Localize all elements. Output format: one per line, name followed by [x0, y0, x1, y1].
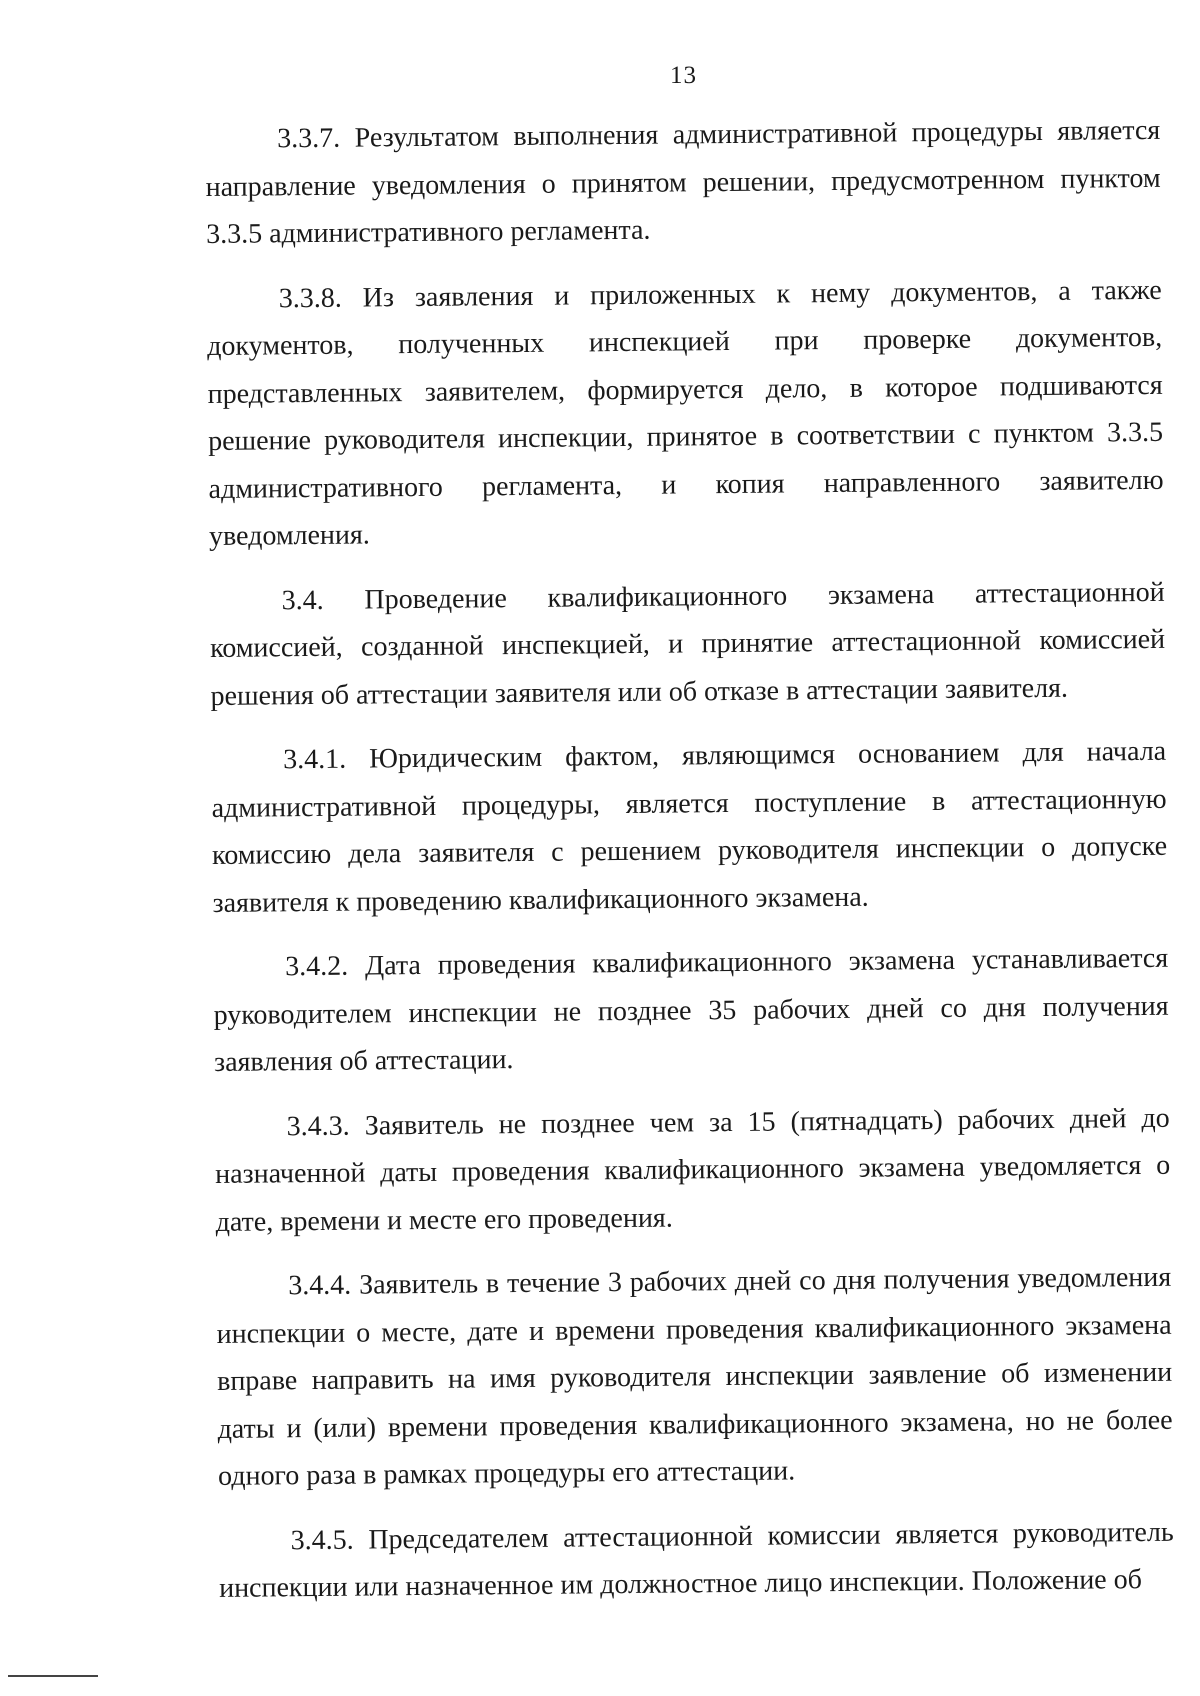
paragraph-3-4-2: 3.4.2. Дата проведения квалификационного экзамена устанавливается руководителем инспекции не позднее 35 рабочих дней со дня получения заявления об аттестации.	[213, 942, 1169, 1078]
paragraph-3-3-8: 3.3.8. Из заявления и приложенных к нему документов, а также документов, полученных инспекцией при проверке документов, представленных заявителем, формируется дело, в которое подшиваются решение руководителя инспекции, принятое в соответствии с пунктом 3.3.5 административного регламента, и копия направленного заявителю уведомления.	[207, 274, 1164, 552]
paragraph-3-4-5: 3.4.5. Председателем аттестационной комиссии является руководитель инспекции или назначенное им должностное лицо инспекции. Положение об	[218, 1516, 1174, 1604]
page-number: 13	[670, 62, 697, 89]
document-body	[205, 107, 1174, 1630]
scan-edge-mark	[8, 1675, 98, 1677]
paragraph-3-4-1: 3.4.1. Юридическим фактом, являющимся основанием для начала административной процедуры, является поступление в аттестационную комиссию дела заявителя с решением руководителя инспекции о допуске заявителя к проведению квалификационного экзамена.	[211, 735, 1168, 919]
paragraph-3-4-3: 3.4.3. Заявитель не позднее чем за 15 (пятнадцать) рабочих дней до назначенной даты проведения квалификационного экзамена уведомляется о дате, времени и месте его проведения.	[215, 1102, 1171, 1238]
paragraph-3-4: 3.4. Проведение квалификационного экзамена аттестационной комиссией, созданной инспекцией, и принятие аттестационной комиссией решения об аттестации заявителя или об отказе в аттестации заявителя.	[209, 576, 1166, 712]
paragraph-3-3-7: 3.3.7. Результатом выполнения административной процедуры является направление уведомления о принятом решении, предусмотренном пунктом 3.3.5 административного регламента.	[205, 114, 1161, 250]
paragraph-3-4-4: 3.4.4. Заявитель в течение 3 рабочих дней со дня получения уведомления инспекции о месте, дате и времени проведения квалификационного экзамена вправе направить на имя руководителя инспекции заявление об изменении даты и (или) времени проведения квалификационного экзамена, но не более одного раза в рамках процедуры его аттестации.	[216, 1261, 1173, 1492]
